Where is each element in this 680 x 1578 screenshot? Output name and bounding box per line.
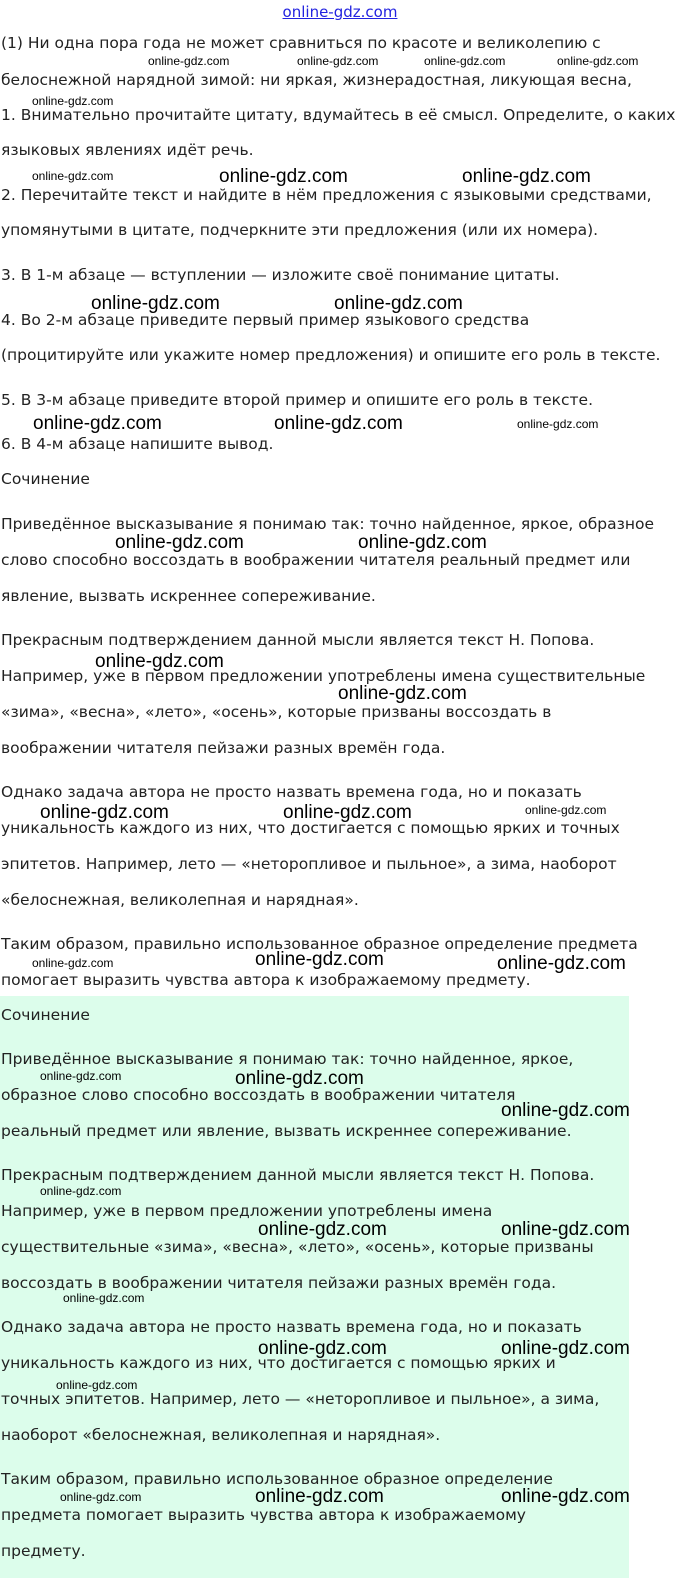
watermark: online-gdz.com	[32, 169, 114, 183]
task-line: языковых явлениях идёт речь.	[1, 141, 254, 159]
watermark: online-gdz.com	[557, 54, 639, 68]
watermark: online-gdz.com	[115, 532, 244, 553]
watermark: online-gdz.com	[497, 953, 626, 974]
task-line: 3. В 1-м абзаце — вступлении — изложите своё понимание цитаты.	[1, 266, 560, 284]
watermark: online-gdz.com	[32, 94, 114, 108]
watermark: online-gdz.com	[501, 1486, 630, 1507]
watermark: online-gdz.com	[56, 1378, 138, 1392]
essay-line: слово способно воссоздать в воображении читателя реальный предмет или	[1, 551, 631, 569]
task-line: 5. В 3-м абзаце приведите второй пример и опишите его роль в тексте.	[1, 391, 593, 409]
task-line: 4. Во 2-м абзаце приведите первый пример языкового средства	[1, 311, 530, 329]
watermark: online-gdz.com	[297, 54, 379, 68]
essay-line: Приведённое высказывание я понимаю так: точно найденное, яркое,	[1, 1050, 574, 1068]
essay-line: Например, уже в первом предложении употреблены имена	[1, 1202, 493, 1220]
watermark: online-gdz.com	[95, 651, 224, 672]
essay-line: Прекрасным подтверждением данной мысли является текст Н. Попова.	[1, 1166, 595, 1184]
essay-line: Таким образом, правильно использованное образное определение предмета	[1, 935, 638, 953]
watermark: online-gdz.com	[462, 166, 591, 187]
essay-line: уникальность каждого из них, что достигается с помощью ярких и точных	[1, 819, 620, 837]
watermark: online-gdz.com	[258, 1338, 387, 1359]
essay-line: уникальность каждого из них, что достигается с помощью ярких и	[1, 1354, 556, 1372]
watermark: online-gdz.com	[255, 949, 384, 970]
essay-title: Сочинение	[1, 1006, 90, 1024]
watermark: online-gdz.com	[40, 802, 169, 823]
essay-line: предмета помогает выразить чувства автора к изображаемому	[1, 1506, 526, 1524]
watermark: online-gdz.com	[358, 532, 487, 553]
task-line: 6. В 4-м абзаце напишите вывод.	[1, 435, 274, 453]
watermark: online-gdz.com	[283, 802, 412, 823]
task-line: (1) Ни одна пора года не может сравниться по красоте и великолепию с	[1, 34, 601, 52]
essay-line: образное слово способно воссоздать в воображении читателя	[1, 1086, 516, 1104]
essay-line: точных эпитетов. Например, лето — «неторопливое и пыльное», а зима,	[1, 1390, 600, 1408]
watermark: online-gdz.com	[338, 683, 467, 704]
watermark: online-gdz.com	[274, 413, 403, 434]
essay-line: воссоздать в воображении читателя пейзажи разных времён года.	[1, 1274, 557, 1292]
essay-line: помогает выразить чувства автора к изображаемому предмету.	[1, 971, 531, 989]
task-line: 2. Перечитайте текст и найдите в нём предложения с языковыми средствами,	[1, 186, 652, 204]
watermark: online-gdz.com	[91, 293, 220, 314]
watermark: online-gdz.com	[501, 1100, 630, 1121]
essay-line: эпитетов. Например, лето — «неторопливое и пыльное», а зима, наоборот	[1, 855, 617, 873]
watermark: online-gdz.com	[255, 1486, 384, 1507]
task-line: упомянутыми в цитате, подчеркните эти предложения (или их номера).	[1, 221, 599, 239]
watermark: online-gdz.com	[40, 1184, 122, 1198]
site-link[interactable]: online-gdz.com	[282, 3, 398, 21]
essay-line: воображении читателя пейзажи разных времён года.	[1, 739, 446, 757]
watermark: online-gdz.com	[33, 413, 162, 434]
site-header	[0, 0, 680, 24]
essay-line: предмету.	[1, 1542, 86, 1560]
watermark: online-gdz.com	[60, 1490, 142, 1504]
watermark: online-gdz.com	[63, 1291, 145, 1305]
essay-line: «зима», «весна», «лето», «осень», которые призваны воссоздать в	[1, 703, 552, 721]
essay-line: реальный предмет или явление, вызвать искреннее сопереживание.	[1, 1122, 572, 1140]
essay-line: явление, вызвать искреннее сопереживание.	[1, 587, 376, 605]
essay-line: Приведённое высказывание я понимаю так: точно найденное, яркое, образное	[1, 515, 655, 533]
essay-line: Однако задача автора не просто назвать времена года, но и показать	[1, 783, 582, 801]
watermark: online-gdz.com	[40, 1069, 122, 1083]
watermark: online-gdz.com	[219, 166, 348, 187]
watermark: online-gdz.com	[501, 1219, 630, 1240]
watermark: online-gdz.com	[32, 956, 114, 970]
task-line: 1. Внимательно прочитайте цитату, вдумайтесь в её смысл. Определите, о каких	[1, 106, 676, 124]
watermark: online-gdz.com	[424, 54, 506, 68]
essay-line: Однако задача автора не просто назвать времена года, но и показать	[1, 1318, 582, 1336]
essay-line: наоборот «белоснежная, великолепная и нарядная».	[1, 1426, 441, 1444]
essay-line: Например, уже в первом предложении употреблены имена существительные	[1, 667, 646, 685]
watermark: online-gdz.com	[501, 1338, 630, 1359]
watermark: online-gdz.com	[525, 803, 607, 817]
watermark: online-gdz.com	[148, 54, 230, 68]
task-line: белоснежной нарядной зимой: ни яркая, жизнерадостная, ликующая весна,	[1, 71, 632, 89]
watermark: online-gdz.com	[235, 1068, 364, 1089]
watermark: online-gdz.com	[517, 417, 599, 431]
essay-title: Сочинение	[1, 470, 90, 488]
essay-line: Прекрасным подтверждением данной мысли является текст Н. Попова.	[1, 631, 595, 649]
essay-line: Таким образом, правильно использованное образное определение	[1, 1470, 553, 1488]
essay-line: существительные «зима», «весна», «лето», «осень», которые призваны	[1, 1238, 594, 1256]
task-line: (процитируйте или укажите номер предложения) и опишите его роль в тексте.	[1, 346, 661, 364]
watermark: online-gdz.com	[258, 1219, 387, 1240]
essay-line: «белоснежная, великолепная и нарядная».	[1, 891, 359, 909]
watermark: online-gdz.com	[334, 293, 463, 314]
